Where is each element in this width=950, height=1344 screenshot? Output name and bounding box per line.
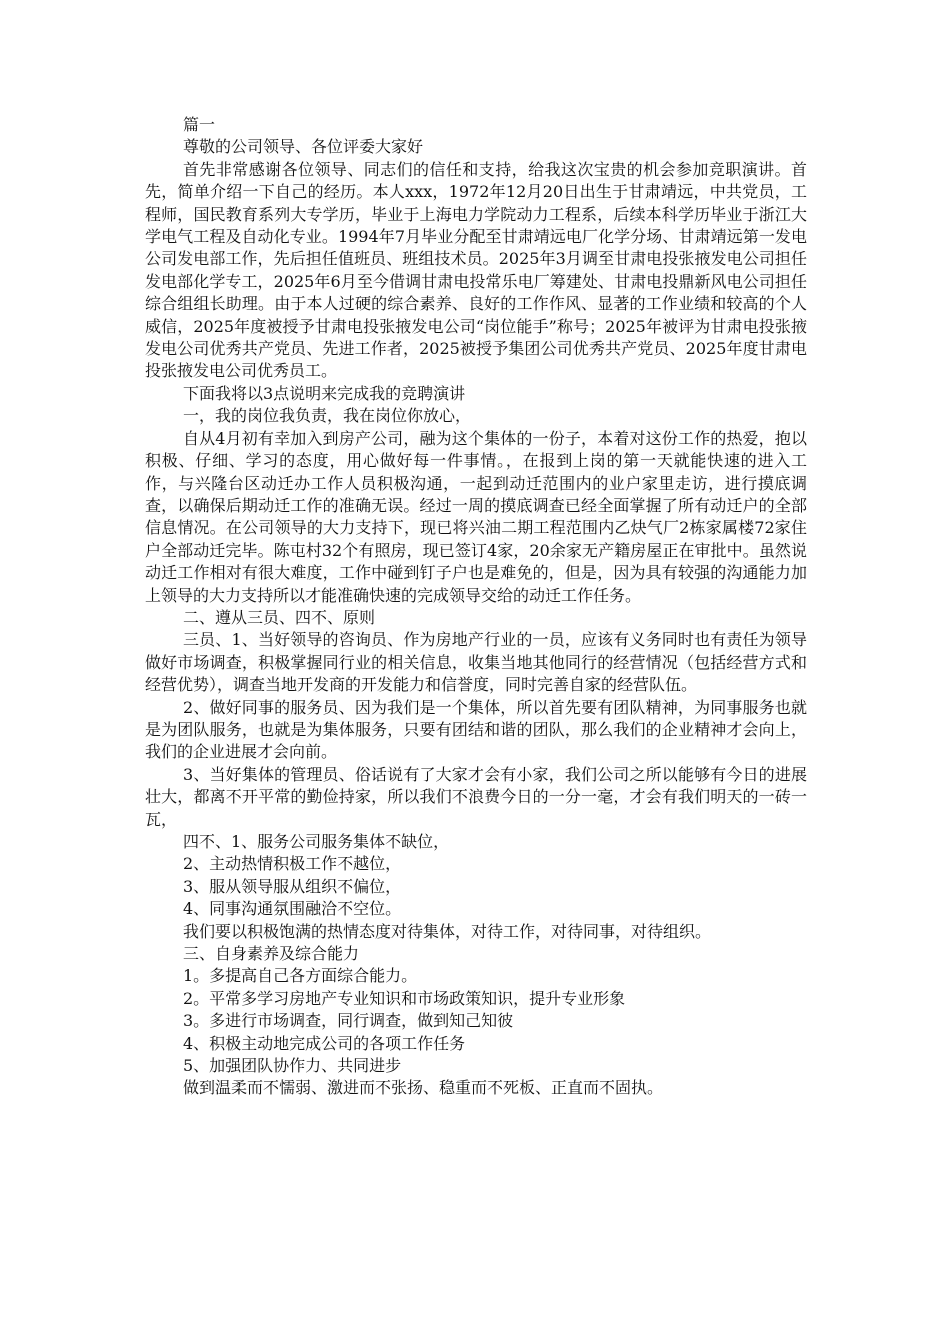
section-heading: 篇一	[183, 115, 216, 134]
list-item: 3。多进行市场调查，同行调查，做到知己知彼	[183, 1011, 514, 1031]
body-paragraph: 3、当好集体的管理员、俗话说有了大家才会有小家，我们公司之所以能够有今日的进展壮大，都离不开平常的勤俭持家，所以我们不浪费今日的一分一毫，才会有我们明天的一砖一瓦，	[145, 764, 807, 829]
body-paragraph: 自从4月初有幸加入到房产公司，融为这个集体的一份子，本着对这份工作的热爱，抱以积极、仔细、学习的态度，用心做好每一件事情。，在报到上岗的第一天就能快速的进入工作，与兴隆台区动迁办工作人员积极沟通，一起到动迁范围内的业户家里走访，进行摸底调查，以确保后期动迁工作的准确无误。经过一周的摸底调查已经全面掌握了所有动迁户的全部信息情况。在公司领导的大力支持下，现已将兴油二期工程范围内乙炔气厂2栋家属楼72家住户全部动迁完毕。陈屯村32个有照房，现已签订4家，20余家无产籍房屋正在审批中。虽然说动迁工作相对有很大难度，工作中碰到钉子户也是难免的，但是，因为具有较强的沟通能力加上领导的大力支持所以才能准确快速的完成领导交给的动迁工作任务。	[145, 428, 807, 605]
body-paragraph: 三员、1、当好领导的咨询员、作为房地产行业的一员，应该有义务同时也有责任为领导做好市场调查，积极掌握同行业的相关信息，收集当地其他同行的经营情况（包括经营方式和经营优势），调查当地开发商的开发能力和信誉度，同时完善自家的经营队伍。	[145, 630, 807, 695]
list-item: 4、同事沟通氛围融洽不空位。	[183, 899, 402, 919]
list-item: 2。平常多学习房地产专业知识和市场政策知识，提升专业形象	[183, 988, 626, 1008]
list-item: 5、加强团队协作力、共同进步	[183, 1056, 402, 1076]
closing-paragraph: 做到温柔而不懦弱、激进而不张扬、稳重而不死板、正直而不固执。	[183, 1078, 664, 1098]
list-item: 2、主动热情积极工作不越位，	[183, 854, 402, 874]
document-body	[145, 114, 807, 1100]
body-paragraph: 下面我将以3点说明来完成我的竞聘演讲	[183, 383, 466, 403]
body-paragraph: 2、做好同事的服务员、因为我们是一个集体，所以首先要有团队精神，为同事服务也就是为团队服务，也就是为集体服务，只要有团结和谐的团队，那么我们的企业精神才会向上，我们的企业进展才会向前。	[145, 697, 807, 762]
body-paragraph: 首先非常感谢各位领导、同志们的信任和支持，给我这次宝贵的机会参加竞职演讲。首先，简单介绍一下自己的经历。本人xxx，1972年12月20日出生于甘肃靖远，中共党员，工程师，国民教育系列大专学历，毕业于上海电力学院动力工程系，后续本科学历毕业于浙江大学电气工程及自动化专业。1994年7月毕业分配至甘肃靖远电厂化学分场、甘肃靖远第一发电公司发电部工作，先后担任值班员、班组技术员。2025年3月调至甘肃电投张掖发电公司担任发电部化学专工，2025年6月至今借调甘肃电投常乐电厂筹建处、甘肃电投鼎新风电公司担任综合组组长助理。由于本人过硬的综合素养、良好的工作作风、显著的工作业绩和较高的个人威信，2025年度被授予甘肃电投张掖发电公司“岗位能手”称号；2025年被评为甘肃电投张掖发电公司优秀共产党员、先进工作者，2025被授予集团公司优秀共产党员、2025年度甘肃电投张掖发电公司优秀员工。	[145, 159, 807, 381]
list-item: 3、服从领导服从组织不偏位，	[183, 876, 402, 896]
list-item: 1。多提高自己各方面综合能力。	[183, 966, 418, 986]
list-item: 四不、1、服务公司服务集体不缺位，	[183, 832, 450, 851]
point-heading: 三、自身素养及综合能力	[183, 944, 360, 964]
salutation: 尊敬的公司领导、各位评委大家好	[183, 137, 424, 157]
point-heading: 一，我的岗位我负责，我在岗位你放心，	[183, 406, 472, 426]
list-item: 4、积极主动地完成公司的各项工作任务	[183, 1033, 466, 1053]
body-paragraph: 我们要以积极饱满的热情态度对待集体，对待工作，对待同事，对待组织。	[183, 921, 712, 941]
point-heading: 二、遵从三员、四不、原则	[183, 607, 376, 627]
